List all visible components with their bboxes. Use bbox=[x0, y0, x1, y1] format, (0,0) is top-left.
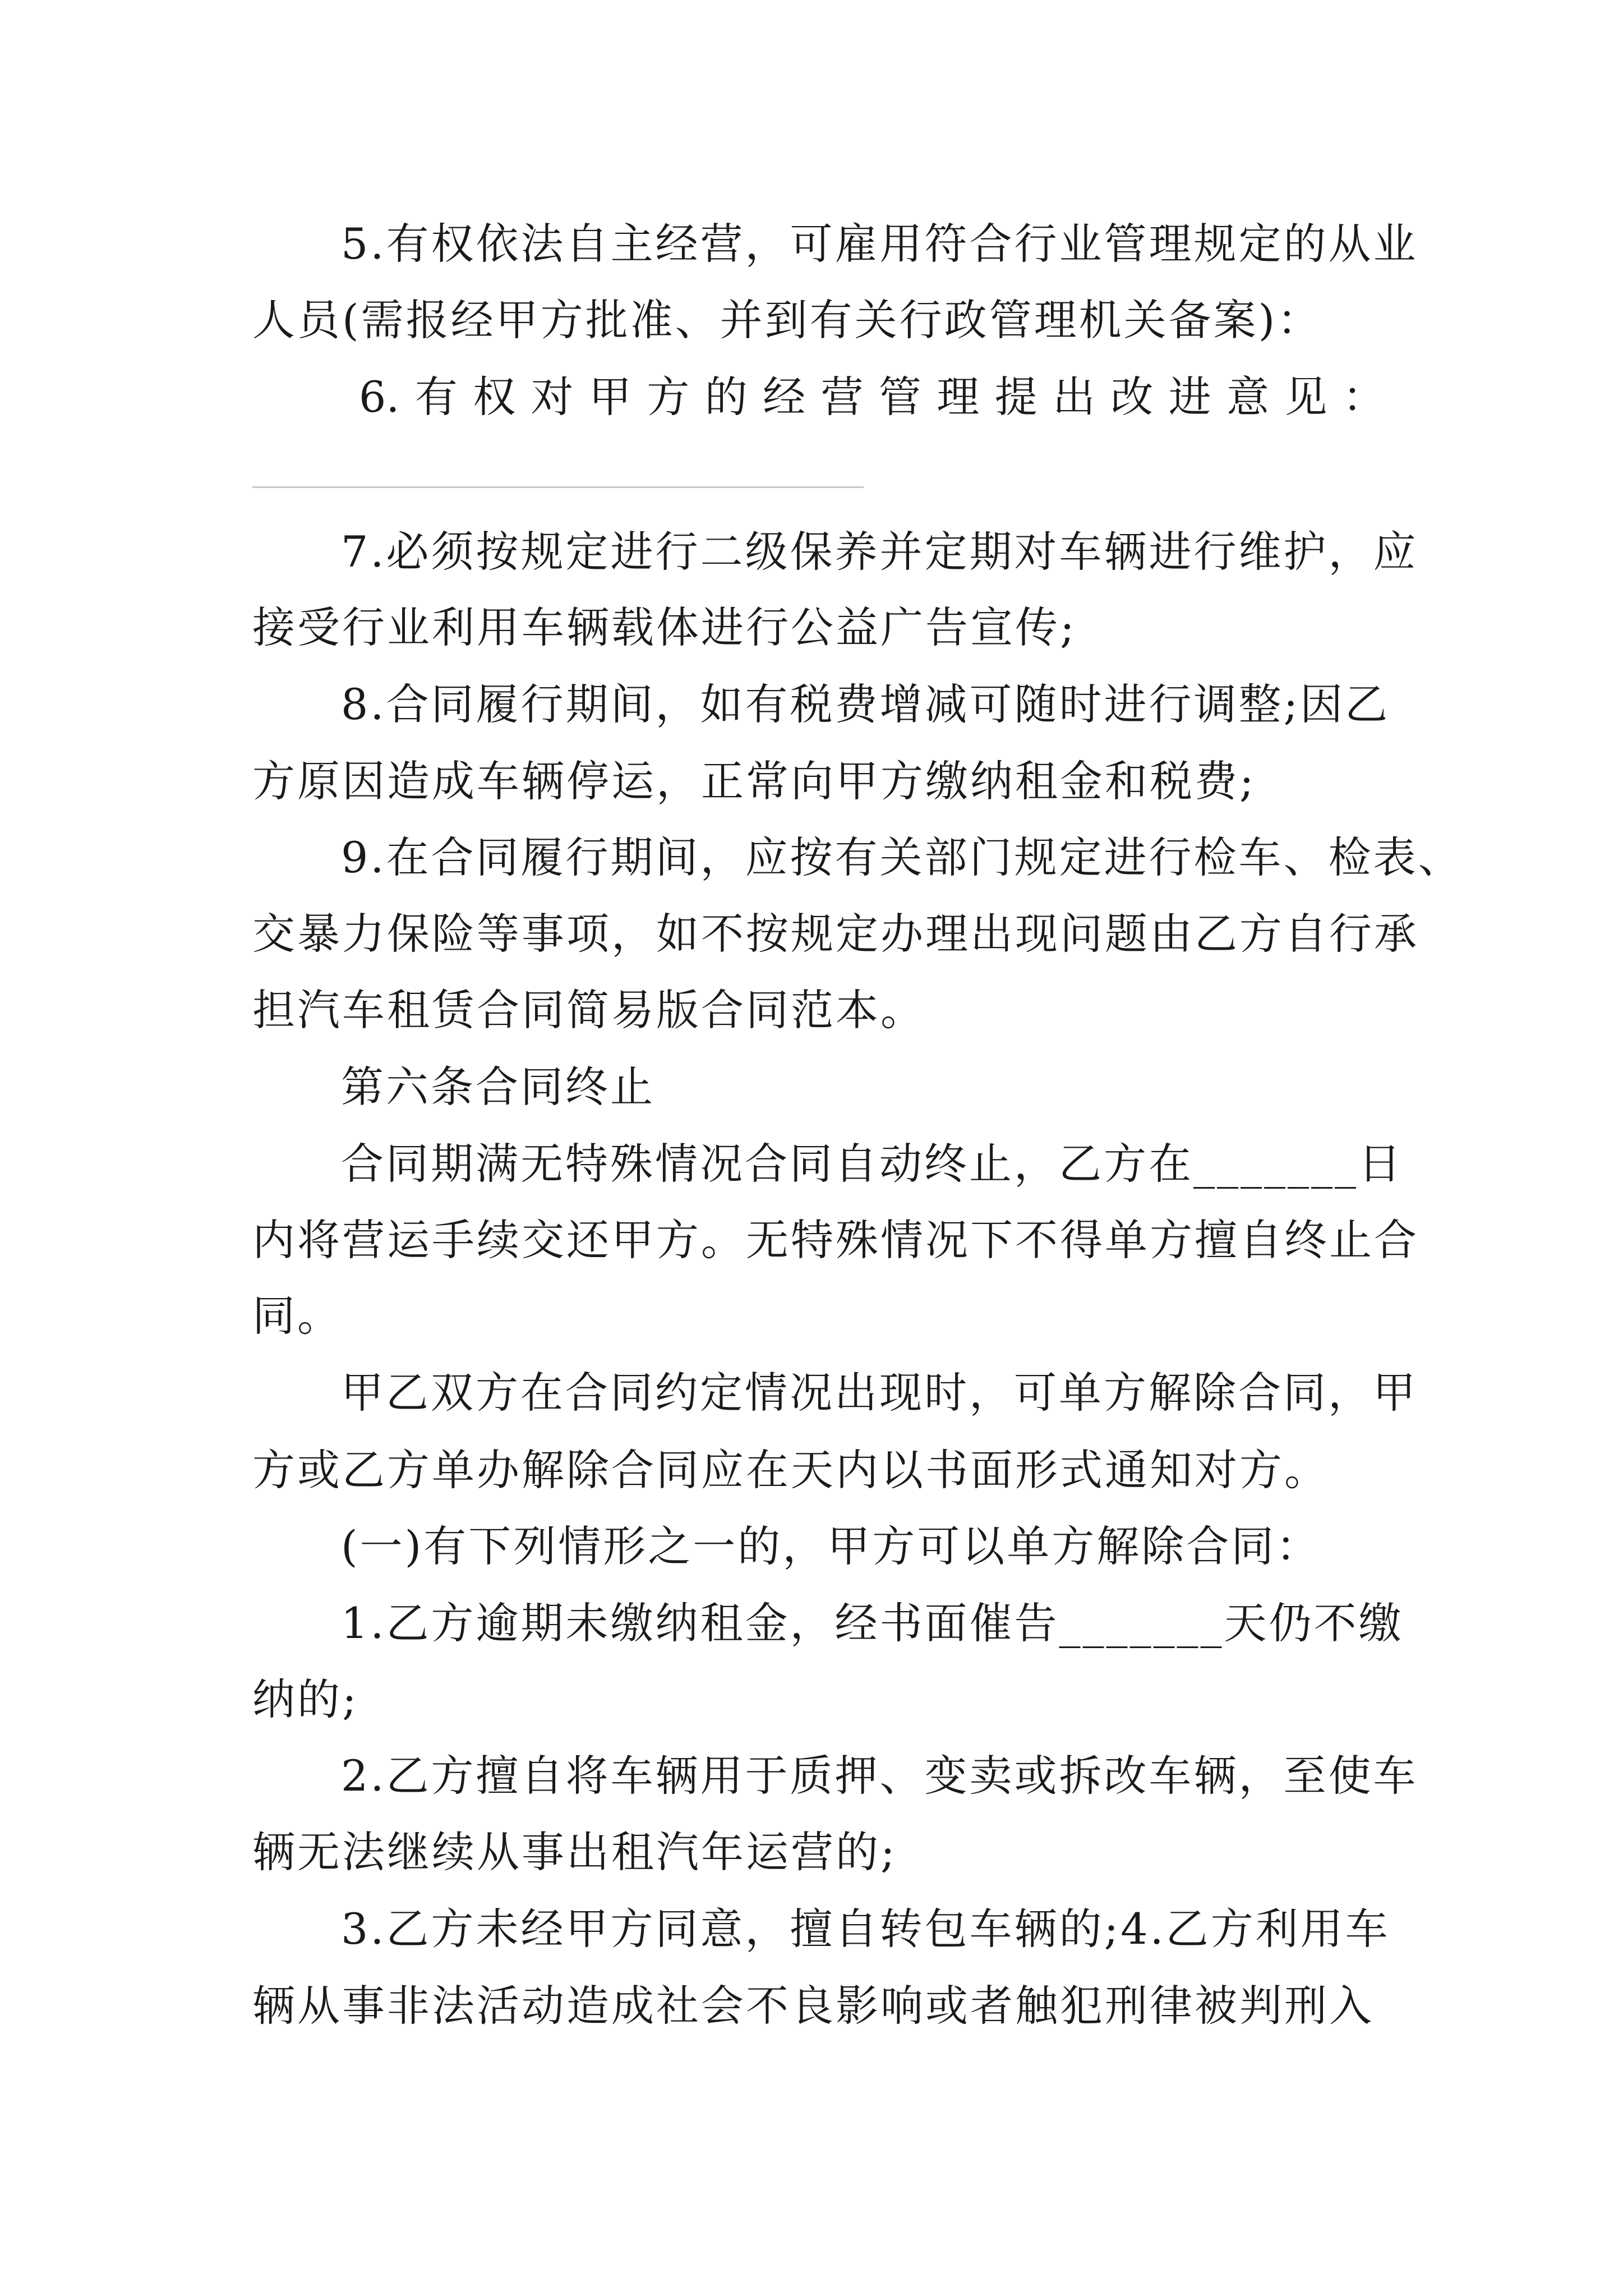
text-line-21: 辆无法继续从事出租汽年运营的; bbox=[252, 1827, 897, 1877]
section-heading: 第六条合同终止 bbox=[341, 1062, 655, 1112]
spaced-char: ： bbox=[1342, 372, 1385, 422]
text-line-6: 8.合同履行期间，如有税费增减可随时进行调整;因乙 bbox=[341, 679, 1390, 729]
spaced-char: 提 bbox=[994, 372, 1038, 422]
text-line-15: 甲乙双方在合同约定情况出现时，可单方解除合同，甲 bbox=[341, 1368, 1418, 1418]
spaced-char: 权 bbox=[473, 372, 516, 422]
text-line-13: 内将营运手续交还甲方。无特殊情况下不得单方擅自终止合 bbox=[252, 1215, 1419, 1265]
spaced-char: 有 bbox=[414, 372, 458, 422]
text-line-22: 3.乙方未经甲方同意，擅自转包车辆的;4.乙方利用车 bbox=[341, 1904, 1390, 1954]
spaced-char: 甲 bbox=[589, 372, 632, 422]
text-line-20: 2.乙方擅自将车辆用于质押、变卖或拆改车辆，至使车 bbox=[341, 1751, 1418, 1801]
text-line-10: 担汽车租赁合同简易版合同范本。 bbox=[252, 985, 925, 1035]
text-line-8: 9.在合同履行期间，应按有关部门规定进行检车、检表、 bbox=[341, 832, 1463, 882]
spaced-char: 方 bbox=[647, 372, 690, 422]
spaced-char: 6. bbox=[359, 372, 400, 422]
spaced-char: 营 bbox=[820, 372, 864, 422]
text-line-3-spaced bbox=[359, 369, 1385, 425]
spaced-char: 的 bbox=[704, 372, 748, 422]
text-line-19: 纳的; bbox=[252, 1674, 359, 1724]
spaced-char: 改 bbox=[1110, 372, 1154, 422]
text-line-4: 7.必须按规定进行二级保养并定期对车辆进行维护，应 bbox=[341, 527, 1418, 577]
text-line-16: 方或乙方单办解除合同应在天内以书面形式通知对方。 bbox=[252, 1445, 1329, 1495]
text-line-12: 合同期满无特殊情况合同自动终止，乙方在_______日 bbox=[341, 1139, 1403, 1189]
text-line-7: 方原因造成车辆停运，正常向甲方缴纳租金和税费; bbox=[252, 756, 1256, 806]
text-line-1: 5.有权依法自主经营，可雇用符合行业管理规定的从业 bbox=[341, 219, 1418, 269]
spaced-char: 进 bbox=[1168, 372, 1211, 422]
spaced-char: 意 bbox=[1227, 372, 1270, 422]
spaced-char: 经 bbox=[763, 372, 806, 422]
text-line-9: 交暴力保险等事项，如不按规定办理出现问题由乙方自行承 bbox=[252, 909, 1419, 959]
text-line-2: 人员(需报经甲方批准、并到有关行政管理机关备案)： bbox=[252, 295, 1322, 345]
spaced-char: 管 bbox=[878, 372, 921, 422]
text-line-5: 接受行业利用车辆载体进行公益广告宣传; bbox=[252, 602, 1077, 652]
spaced-char: 理 bbox=[937, 372, 980, 422]
spaced-char: 对 bbox=[531, 372, 574, 422]
spaced-char: 出 bbox=[1053, 372, 1096, 422]
horizontal-rule bbox=[252, 486, 864, 488]
text-line-17: (一)有下列情形之一的，甲方可以单方解除合同： bbox=[341, 1521, 1321, 1571]
text-line-18: 1.乙方逾期未缴纳租金，经书面催告_______天仍不缴 bbox=[341, 1598, 1404, 1648]
text-line-23: 辆从事非法活动造成社会不良影响或者触犯刑律被判刑入 bbox=[252, 1981, 1374, 2031]
spaced-char: 见 bbox=[1284, 372, 1327, 422]
text-line-14: 同。 bbox=[252, 1291, 342, 1341]
